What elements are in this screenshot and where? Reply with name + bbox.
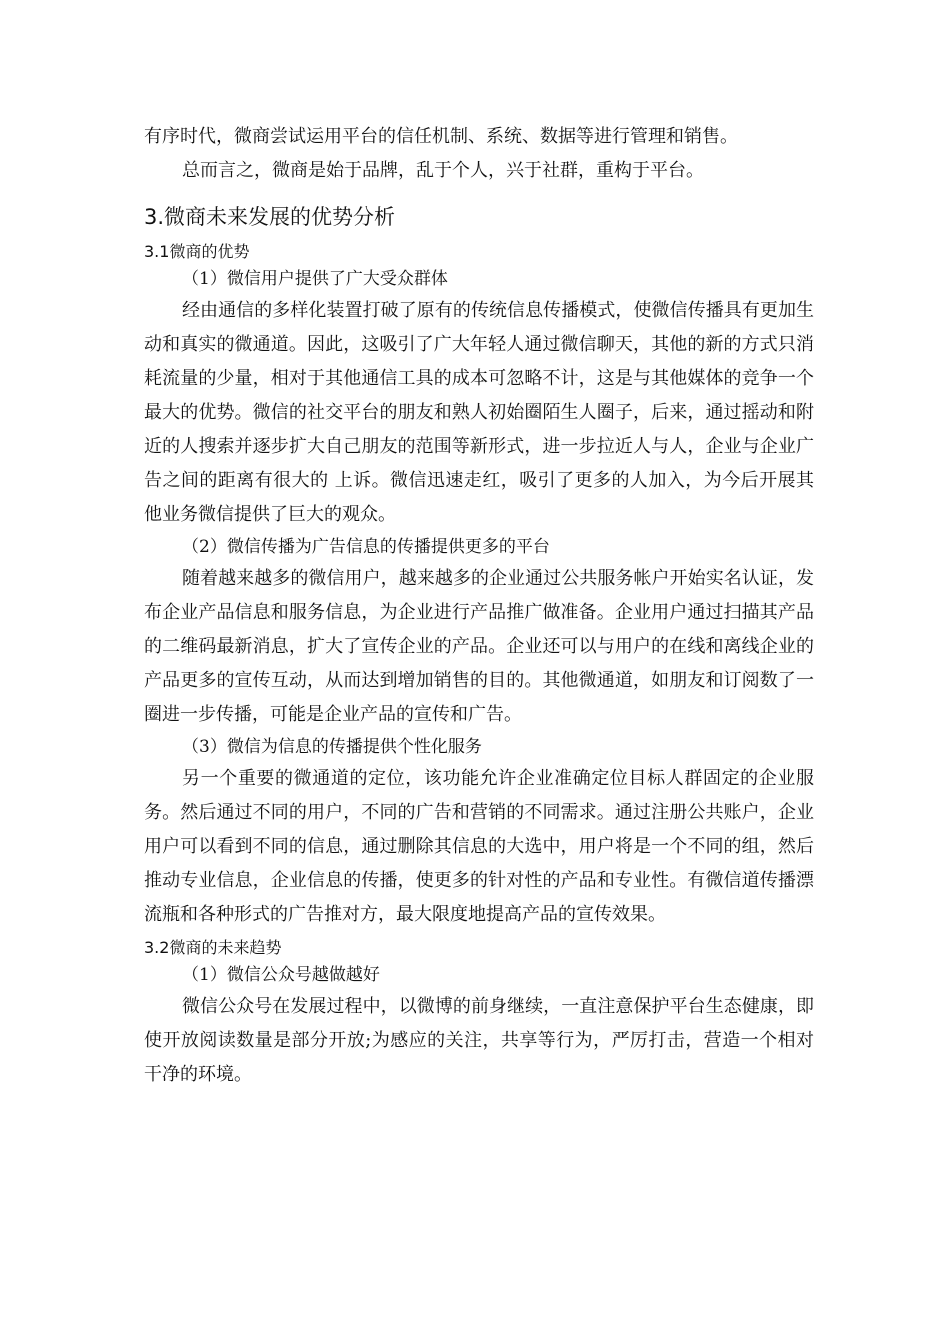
paragraph-summary: 总而言之，微商是始于品牌，乱于个人，兴于社群，重构于平台。 (182, 160, 704, 181)
item-paragraph-3: 另一个重要的微通道的定位，该功能允许企业准确定位目标人群固定的企业服务。然后通过不同的用户，不同的广告和营销的不同需求。通过注册公共账户，企业用户可以看到不同的信息，通过删除其信息的大选中，用户将是一个不同的组，然后推动专业信息，企业信息的传播，使更多的针对性的产品和专业性。有微信道传播漂流瓶和各种形式的广告推对方，最大限度地提高产品的宣传效果。 (144, 768, 814, 925)
item-heading-4: （1）微信公众号越做越好 (182, 965, 380, 985)
item-paragraph-2: 随着越来越多的微信用户，越来越多的企业通过公共服务帐户开始实名认证，发布企业产品信息和服务信息，为企业进行产品推广做准备。企业用户通过扫描其产品的二维码最新消息，扩大了宣传企业的产品。企业还可以与用户的在线和离线企业的产品更多的宣传互动，从而达到增加销售的目的。其他微通道，如朋友和订阅数了一圈进一步传播，可能是企业产品的宣传和广告。 (144, 568, 814, 725)
page-content (144, 120, 814, 1092)
subsection-heading-3-1: 3.1微商的优势 (144, 242, 250, 261)
subsection-heading-3-2: 3.2微商的未来趋势 (144, 938, 282, 957)
item-heading-3: （3）微信为信息的传播提供个性化服务 (182, 737, 482, 757)
item-heading-1: （1）微信用户提供了广大受众群体 (182, 269, 448, 289)
item-paragraph-1: 经由通信的多样化装置打破了原有的传统信息传播模式，使微信传播具有更加生动和真实的微通道。因此，这吸引了广大年轻人通过微信聊天，其他的新的方式只消耗流量的少量，相对于其他通信工具的成本可忽略不计，这是与其他媒体的竞争一个最大的优势。微信的社交平台的朋友和熟人初始圈陌生人圈子，后来，通过摇动和附近的人搜索并逐步扩大自己朋友的范围等新形式，进一步拉近人与人，企业与企业广告之间的距离有很大的 上诉。微信迅速走红，吸引了更多的人加入，为今后开展其他业务微信提供了巨大的观众。 (144, 300, 814, 525)
section-heading-3: 3.微商未来发展的优势分析 (144, 205, 396, 229)
item-heading-2: （2）微信传播为广告信息的传播提供更多的平台 (182, 537, 550, 557)
item-paragraph-4: 微信公众号在发展过程中，以微博的前身继续，一直注意保护平台生态健康，即使开放阅读数量是部分开放;为感应的关注，共享等行为，严厉打击，营造一个相对干净的环境。 (144, 996, 814, 1085)
paragraph-continued: 有序时代，微商尝试运用平台的信任机制、系统、数据等进行管理和销售。 (144, 126, 738, 147)
